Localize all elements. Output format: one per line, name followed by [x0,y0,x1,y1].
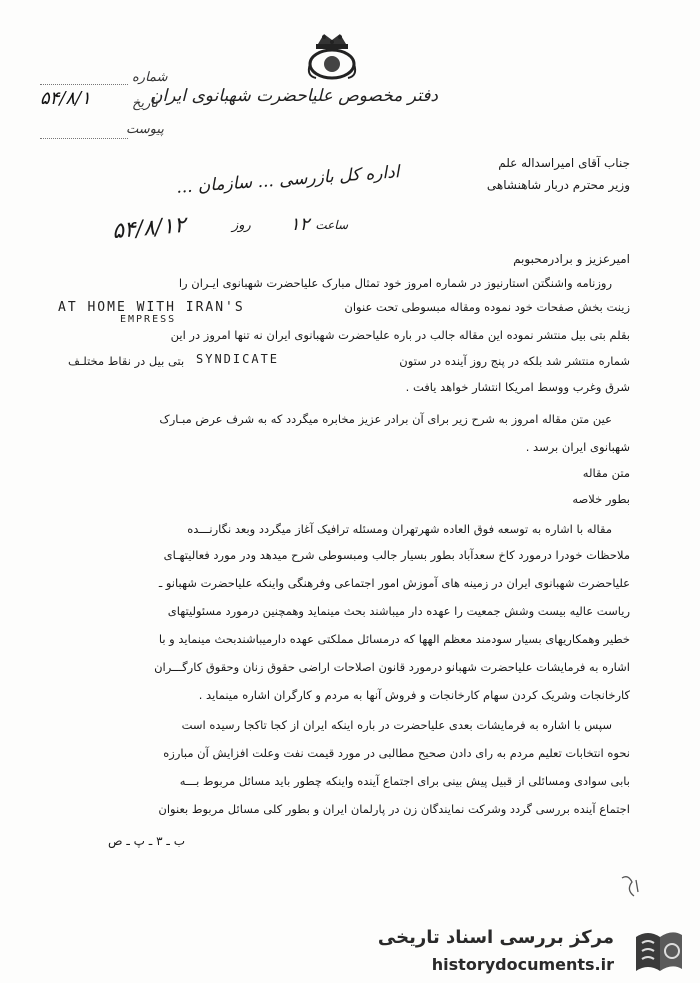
syndicate-en: SYNDICATE [196,352,280,366]
hour-value: ۱۲ [290,214,310,235]
p3-line-2: ملاحظات خودرا درمورد کاخ سعدآباد بطور بسیار جالب ومبسوطی شرح میدهد ودر مورد فعالیتهـای [163,548,630,562]
watermark-text-en: historydocuments.ir [431,955,614,974]
p4-line-3: بابی سوادی ومسائلی از قبیل پیش بینی برای اجتماع آینده واینکه چطور باید مسائل مربوط بـــه [179,774,630,788]
article-title-en: AT HOME WITH IRAN'S [58,300,245,315]
p1-line-5: بتی بیل در نقاط مختلـف [68,354,185,368]
footer-code: ب ـ ۳ ـ پ ـ ص [108,834,185,848]
p3-line-7: کارخانجات وشریک کردن سهام کارخانجات و فروش آنها به مردم و کارگران اشاره مینماید . [198,688,630,702]
organization-name: دفتر مخصوص علیاحضرت شهبانوی ایران [150,86,438,106]
p4-line-4: اجتماع آینده بررسی گردد وشرکت نمایندگان زن در پارلمان ایران و بطور کلی مسائل مربوط بعنوان [158,802,630,816]
archive-logo-icon [626,923,690,979]
watermark-text-fa: مرکز بررسی اسناد تاریخی [377,927,614,948]
p4-line-1: سپس با اشاره به فرمایشات بعدی علیاحضرت در باره اینکه ایران از کجا تاکجا رسیده است [181,718,612,732]
p1-line-6: شرق وغرب ووسط امریکا انتشار خواهد یافت . [405,380,630,394]
number-label: شماره [132,70,168,85]
p2-line-2: شهبانوی ایران برسد . [525,440,630,454]
watermark [377,915,700,983]
received-date: ۵۴/۸/۱۲ [111,212,187,245]
text-heading: متن مقاله [582,466,630,480]
crown-emblem-icon [304,30,360,82]
number-dotted-line [40,84,128,85]
p4-line-2: نحوه انتخابات تعلیم مردم به رای دادن صحیح مطالبی در مورد قیمت نفت وعلت افزایش آن مبارزه [163,746,630,760]
attachment-label: پیوست [126,122,164,137]
p3-line-5: خطیر وهمکاریهای بسیار سودمند معظم الهها که درمسائل مملکتی عهده دارمیباشندبحث مینماید و با [158,632,630,646]
p2-line-1: عین متن مقاله امروز به شرح زیر برای آن برادر عزیز مخابره میگردد که به شرف عرض مبـارک [159,412,612,426]
p3-line-1: مقاله با اشاره به توسعه فوق العاده شهرتهران ومسئله ترافیک آغاز میگردد وبعد نگارنـــده [187,522,612,536]
addressee-line-1: جناب آقای امیراسداله علم [498,156,630,170]
p1-line-2: زینت بخش صفحات خود نموده ومقاله مبسوطی تحت عنوان [344,300,630,314]
day-label: روز [232,218,251,233]
hour-label: ساعت [315,218,348,232]
handwritten-mark-icon [618,872,642,902]
p1-line-3: بقلم بتی بیل منتشر نموده این مقاله جالب در باره علیاحضرت شهبانوی ایران نه تنها امروز در این [170,328,630,342]
salutation: امیرعزیز و برادرمحبوبم [513,252,630,266]
p1-line-4: شماره منتشر شد بلکه در پنج روز آینده در ستون [399,354,630,368]
addressee-line-2: وزیر محترم دربار شاهنشاهی [486,178,630,192]
p1-line-1: روزنامه واشنگتن استارنیوز در شماره امروز خود تمثال مبارک علیاحضرت شهبانوی ایـران را [178,276,612,290]
p3-line-6: اشاره به فرمایشات علیاحضرت شهبانو درمورد قانون اصلاحات اراضی حقوق زنان وحقوق کارگـــران [154,660,630,674]
p3-line-4: ریاست عالیه بیست وشش جمعیت را عهده دار میباشند بحث مینماید وهمچنین درمورد مسئولیتهای [167,604,630,618]
article-title-en-2: EMPRESS [120,314,177,325]
attachment-dotted-line [40,138,128,139]
p3-line-3: علیاحضرت شهبانوی ایران در زمینه های آموزش امور اجتماعی وفرهنگی واینکه علیاحضرت شهبانو ـ [158,576,630,590]
date-label: تاریخ [132,96,158,111]
date-value: ۵۴/۸/۱ [40,88,91,109]
summary-heading: بطور خلاصه [572,492,630,506]
handwritten-note: اداره کل بازرسی ... سازمان ... [175,162,401,198]
